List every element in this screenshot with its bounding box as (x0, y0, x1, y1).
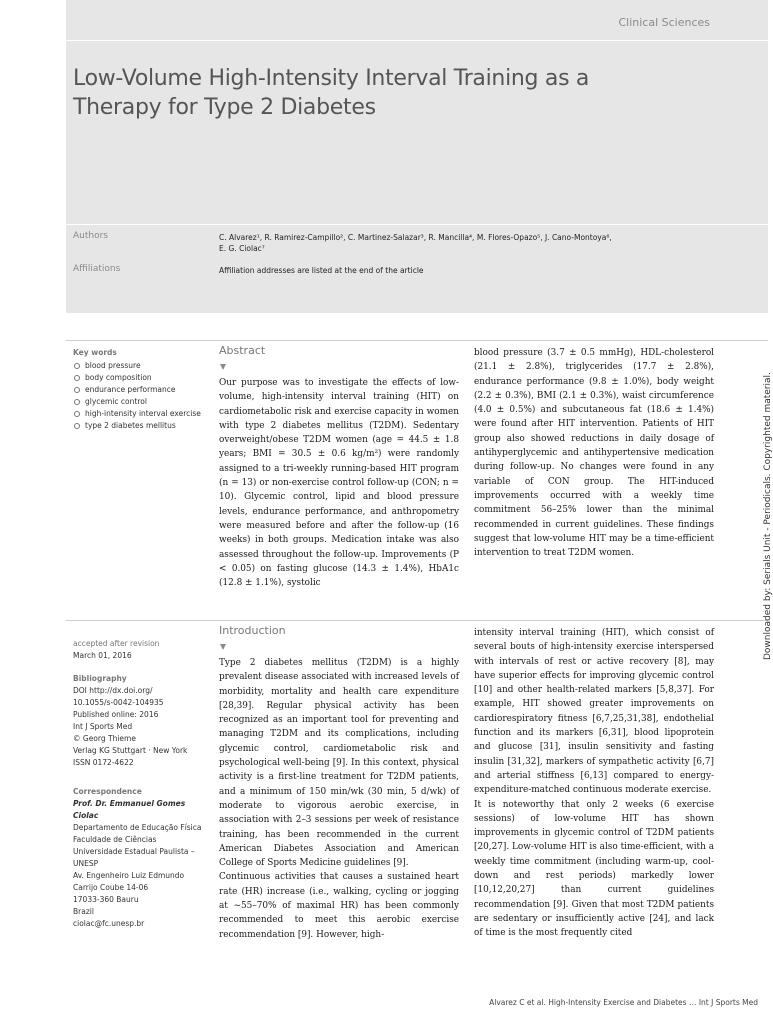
meta-rule (66, 224, 768, 225)
abstract-divider (66, 340, 768, 341)
correspondence-name: Prof. Dr. Emmanuel Gomes Ciolac (73, 799, 186, 820)
authors-line-1: C. Alvarez¹, R. Ramirez-Campillo², C. Martinez-Salazar³, R. Mancilla⁴, M. Flores-Opazo⁵, J. Cano-Montoya⁶, (219, 233, 612, 242)
section-label: Clinical Sciences (618, 16, 710, 29)
keyword-item: type 2 diabetes mellitus (73, 420, 208, 432)
article-title (73, 64, 693, 122)
correspondence-line: Universidade Estadual Paulista – UNESP (73, 847, 195, 868)
download-watermark: Downloaded by: Serials Unit - Periodicals. Copyrighted material. (763, 372, 773, 660)
keywords-block (73, 347, 208, 432)
keywords-heading: Key words (73, 348, 117, 357)
bib-line: ISSN 0172-4622 (73, 758, 134, 767)
header-rule (66, 40, 768, 41)
bib-line: Int J Sports Med (73, 722, 133, 731)
introduction-col-1 (219, 656, 459, 942)
keyword-item: glycemic control (73, 396, 208, 408)
keyword-item: body composition (73, 372, 208, 384)
authors-label: Authors (73, 231, 108, 241)
bullet-circle-icon (74, 363, 80, 369)
authors-line-2: E. G. Ciolac⁷ (219, 244, 265, 253)
correspondence-email: ciolac@fc.unesp.br (73, 919, 145, 928)
triangle-down-icon (220, 644, 226, 650)
correspondence-heading: Correspondence (73, 787, 142, 796)
title-line-1: Low-Volume High-Intensity Interval Training as a (73, 66, 590, 91)
title-line-2: Therapy for Type 2 Diabetes (73, 95, 376, 120)
bib-line: 10.1055/s-0042-104935 (73, 698, 164, 707)
correspondence-line: 17033-360 Bauru (73, 895, 139, 904)
triangle-down-icon (220, 364, 226, 370)
keyword-item: endurance performance (73, 384, 208, 396)
abstract-heading: Abstract (219, 344, 266, 357)
abstract-text-1: Our purpose was to investigate the effects of low-volume, high-intensity interval training (HIT) on cardiometabolic risk and exercise capacity in women with type 2 diabetes mellitus (T2DM). Sedentary overweight/obese T2DM women (age = 44.5 ± 1.8 years; BMI = 30.5 ± 0.6 kg/m²) were randomly assigned to a tri-weekly running-based HIT program (n = 13) or non-exercise control follow-up (CON; n = 10). Glycemic control, lipid and blood pressure levels, endurance performance, and anthropometry were measured before and after the follow-up (16 weeks) in both groups. Medication intake was also assessed throughout the follow-up. Improvements (P < 0.05) on fasting glucose (14.3 ± 1.4%), HbA1c (12.8 ± 1.1%), systolic (219, 378, 459, 589)
intro-paragraph-1: Type 2 diabetes mellitus (T2DM) is a highly prevalent disease associated with increased levels of morbidity, mortality and health care expenditure [28,39]. Regular physical activity has been recognized as an important tool for preventing and managing T2DM and its complications, including glycemic control, cardiometabolic risk and psychological well-being [9]. In this context, physical activity is a first-line treatment for T2DM patients, and a minimum of 150 min/wk (30 min, 5 d/wk) of moderate to vigorous aerobic exercise, in association with 2–3 sessions per week of resistance training, has been recommended in the current American Diabetes Association and American College of Sports Medicine guidelines [9]. (219, 658, 459, 869)
keyword-item: high-intensity interval exercise (73, 408, 208, 420)
introduction-divider (66, 620, 768, 621)
abstract-col-2 (474, 346, 714, 560)
accepted-label: accepted after revision (73, 639, 160, 648)
bullet-circle-icon (74, 399, 80, 405)
correspondence-line: Faculdade de Ciências (73, 835, 157, 844)
bibliography-heading: Bibliography (73, 674, 127, 683)
running-footer: Alvarez C et al. High-Intensity Exercise and Diabetes … Int J Sports Med (489, 998, 758, 1007)
keyword-item: blood pressure (73, 360, 208, 372)
bullet-circle-icon (74, 387, 80, 393)
intro-paragraph-2: Continuous activities that causes a sustained heart rate (HR) increase (i.e., walking, cycling or jogging at ~55–70% of maximal HR) has been commonly recommended to meet this aerobic exercise recommendation [9]. However, high- (219, 872, 459, 940)
intro-paragraph-4: It is noteworthy that only 2 weeks (6 exercise sessions) of low-volume HIT has shown improvements in glycemic control of T2DM patients [20,27]. Low-volume HIT is also time-efficient, with a weekly time commitment (including warm-up, cool-down and rest periods) markedly lower [10,12,20,27] than current guidelines recommendation [9]. Given that most T2DM patients are sedentary or insufficiently active [24], and lack of time is the most frequently cited (474, 799, 714, 939)
affiliations-value: Affiliation addresses are listed at the end of the article (219, 266, 424, 275)
accepted-date: March 01, 2016 (73, 651, 132, 660)
keywords-list (73, 360, 208, 432)
bib-line: © Georg Thieme (73, 734, 136, 743)
bullet-circle-icon (74, 411, 80, 417)
correspondence-line: Departamento de Educação Física (73, 823, 202, 832)
authors-list (219, 232, 689, 254)
introduction-heading: Introduction (219, 624, 286, 637)
bib-line: Verlag KG Stuttgart · New York (73, 746, 188, 755)
introduction-col-2 (474, 626, 714, 941)
bullet-circle-icon (74, 375, 80, 381)
intro-paragraph-3: intensity interval training (HIT), which consist of several bouts of high-intensity exercise interspersed with intervals of rest or active recovery [8], may have superior effects for improving glycemic control [10] and other health-related markers [5,8,37]. For example, HIT showed greater improvements on cardiorespiratory fitness [6,7,25,31,38], endothelial function and its markers [6,31], blood lipoprotein and glucose [31], insulin sensitivity and fasting insulin [31,32], markers of sympathetic activity [6,7] and arterial stiffness [6,13] compared to energy-expenditure-matched continuous moderate exercise. (474, 628, 714, 796)
bib-line: Published online: 2016 (73, 710, 159, 719)
correspondence-line: Carrijo Coube 14-06 (73, 883, 149, 892)
correspondence-line: Av. Engenheiro Luiz Edmundo (73, 871, 185, 880)
article-info-block (73, 638, 208, 930)
bib-line: DOI http://dx.doi.org/ (73, 686, 153, 695)
abstract-text-2: blood pressure (3.7 ± 0.5 mmHg), HDL-cholesterol (21.1 ± 2.8%), triglycerides (17.7 ± 2.8%), endurance performance (9.8 ± 1.0%), body weight (2.2 ± 0.3%), BMI (2.1 ± 0.3%), waist circumference (4.0 ± 0.5%) and subcutaneous fat (18.6 ± 1.4%) were found after HIT intervention. Patients of HIT group also showed reductions in daily dosage of antihyperglycemic and antihypertensive medication during follow-up. No changes were found in any variable of CON group. The HIT-induced improvements occurred with a weekly time commitment 56–25% lower than the minimal recommended in current guidelines. These findings suggest that low-volume HIT may be a time-efficient intervention to treat T2DM women. (474, 348, 714, 559)
abstract-col-1 (219, 376, 459, 590)
affiliations-label: Affiliations (73, 264, 121, 274)
bullet-circle-icon (74, 423, 80, 429)
correspondence-line: Brazil (73, 907, 94, 916)
